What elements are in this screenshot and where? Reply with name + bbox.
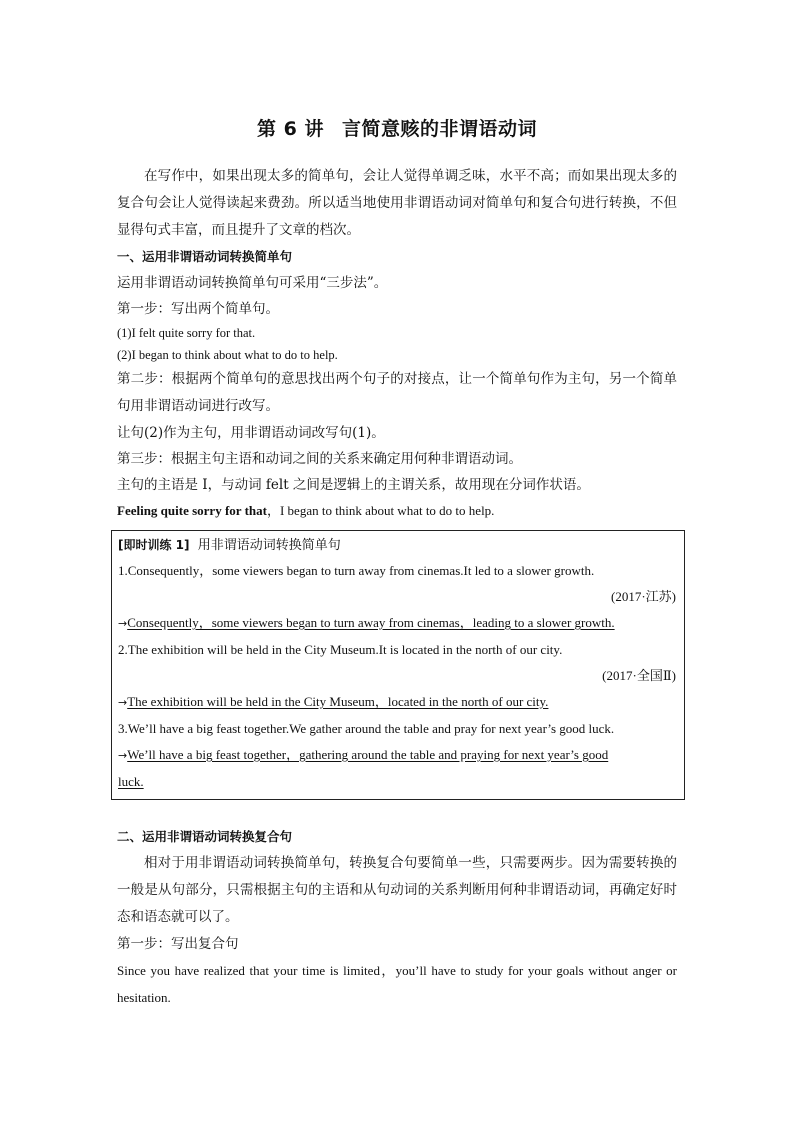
- answer-3: [118, 742, 676, 769]
- lesson-number: 第 6 讲: [257, 118, 324, 140]
- answer-2-text: The exhibition will be held in the City Museum，located in the north of our city.: [127, 694, 549, 709]
- question-2-source: (2017·全国Ⅱ): [602, 668, 676, 683]
- question-1: 1.Consequently，some viewers began to turn away from cinemas.It led to a slower growth.: [118, 563, 595, 578]
- practice-tag: [即时训练 1]: [118, 538, 190, 552]
- section2-example: Since you have realized that your time is limited，you’ll have to study for your goals without anger or hesitation.: [117, 963, 677, 1005]
- section2-step1: 第一步：写出复合句: [117, 936, 239, 952]
- answer-3-continued: [118, 769, 676, 795]
- step3-note: 主句的主语是 I，与动词 felt 之间是逻辑上的主谓关系，故用现在分词作状语。: [117, 477, 590, 493]
- section1-line-1: 运用非谓语动词转换简单句可采用“三步法”。: [117, 275, 388, 291]
- sentence-1: (1)I felt quite sorry for that.: [117, 326, 256, 340]
- arrow-icon: →: [118, 617, 128, 630]
- section1-heading: 一、运用非谓语动词转换简单句: [117, 249, 293, 264]
- result-sentence: [117, 498, 677, 524]
- lesson-title: [117, 115, 677, 143]
- arrow-icon: →: [118, 749, 128, 762]
- arrow-icon: →: [118, 696, 128, 709]
- step2-note: 让句(2)作为主句，用非谓语动词改写句(1)。: [117, 425, 385, 441]
- question-3: 3.We’ll have a big feast together.We gather around the table and pray for next year’s good luck.: [118, 721, 615, 736]
- answer-3-text-line1: We’ll have a big feast together，gathering around the table and praying for next year’s good: [127, 747, 609, 762]
- practice-header: [118, 533, 676, 558]
- answer-3-text-line2: luck.: [118, 774, 144, 789]
- intro-paragraph: 在写作中，如果出现太多的简单句，会让人觉得单调乏味，水平不高；而如果出现太多的复合句会让人觉得读起来费劲。所以适当地使用非谓语动词对简单句和复合句进行转换，不但显得句式丰富，而且提升了文章的档次。: [117, 168, 677, 238]
- lesson-topic: 言简意赅的非谓语动词: [341, 118, 537, 140]
- document-page: [117, 115, 677, 1011]
- section1-line-2: 第一步：写出两个简单句。: [117, 301, 279, 317]
- sentence-2: (2)I began to think about what to do to help.: [117, 348, 338, 362]
- practice-title: 用非谓语动词转换简单句: [197, 538, 341, 553]
- step3-text: 第三步：根据主句主语和动词之间的关系来确定用何种非谓语动词。: [117, 451, 522, 467]
- section2-intro: 相对于用非谓语动词转换简单句，转换复合句要简单一些，只需要两步。因为需要转换的一般是从句部分，只需根据主句的主语和从句动词的关系判断用何种非谓语动词，再确定好时态和语态就可以了。: [117, 855, 677, 925]
- answer-1-text: Consequently，some viewers began to turn away from cinemas，leading to a slower growth.: [127, 615, 615, 630]
- result-rest: ，I began to think about what to do to help.: [266, 503, 495, 518]
- section2-heading: 二、运用非谓语动词转换复合句: [117, 829, 293, 844]
- question-1-source: (2017·江苏): [611, 589, 676, 604]
- question-2: 2.The exhibition will be held in the City Museum.It is located in the north of our city.: [118, 642, 563, 657]
- result-bold: Feeling quite sorry for that: [117, 503, 267, 518]
- answer-1: [118, 610, 676, 637]
- practice-box: [111, 530, 685, 800]
- answer-2: [118, 689, 676, 716]
- step2-text: 第二步：根据两个简单句的意思找出两个句子的对接点，让一个简单句作为主句，另一个简单句用非谓语动词进行改写。: [117, 371, 677, 414]
- section2: [117, 824, 677, 1011]
